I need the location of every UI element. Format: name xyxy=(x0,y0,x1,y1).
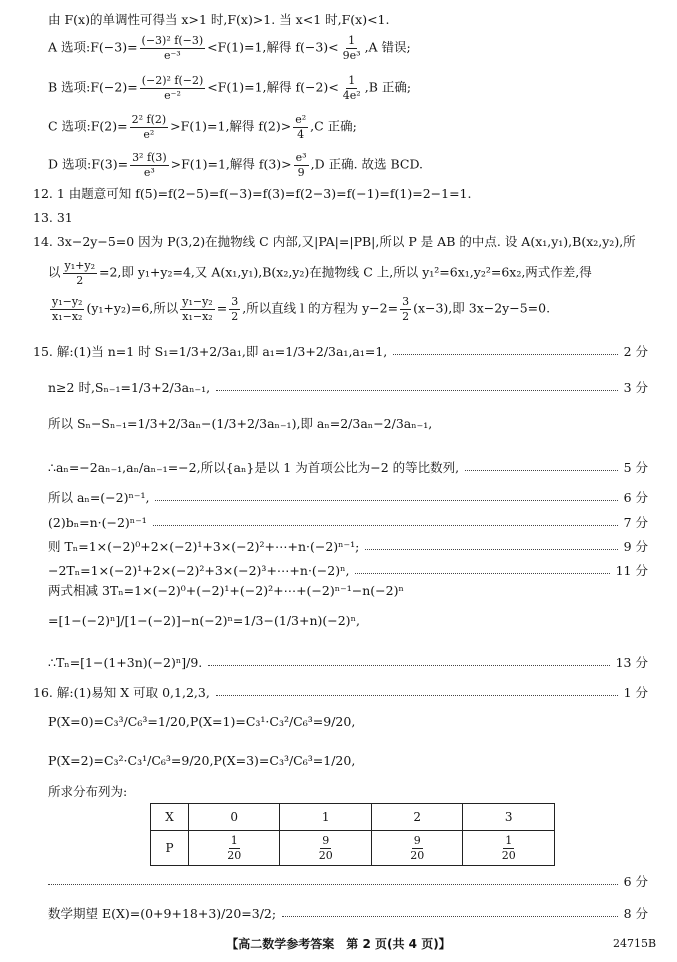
table-cell: $\frac{9}{20}$ xyxy=(371,831,463,866)
table-cell: 2 xyxy=(371,804,463,831)
q15-line-9: 两式相减 3Tₙ=1×(−2)⁰+(−2)¹+(−2)²+⋯+(−2)ⁿ⁻¹−n(−2)ⁿ xyxy=(48,583,404,598)
option-d-line: D 选项:F(3)= $\frac{\text{3² f(3)}}{\text{e³}}$ >F(1)=1,解得 f(3)> $\frac{\text{e³}}{9}$ ,D 正确. 故选 BCD. xyxy=(48,151,424,179)
q14-line-3: $\frac{\text{y₁−y₂}}{\text{x₁−x₂}}$ (y₁+y₂)=6,所以 $\frac{\text{y₁−y₂}}{\text{x₁−x₂}}$ = $\frac{3}{2}$ ,所以直线 l 的方程为 y−2= $\frac{3}{2}$ (x−3),即 3x−2y−5=0. xyxy=(52,295,551,323)
q16-line-1: 16. 解:(1)易知 X 可取 0,1,2,3, 1 分 xyxy=(33,685,648,700)
q15-line-4: ∴aₙ=−2aₙ₋₁,aₙ/aₙ₋₁=−2,所以{aₙ}是以 1 为首项公比为−2 的等比数列, 5 分 xyxy=(48,460,648,475)
q15-line-7: 则 Tₙ=1×(−2)⁰+2×(−2)¹+3×(−2)²+⋯+n·(−2)ⁿ⁻¹; 9 分 xyxy=(48,539,648,554)
table-header-row xyxy=(151,804,555,831)
q14-line-1: 14. 3x−2y−5=0 因为 P(3,2)在抛物线 C 内部,又|PA|=|PB|,所以 P 是 AB 的中点. 设 A(x₁,y₁),B(x₂,y₂),所 xyxy=(33,234,636,249)
table-row xyxy=(151,831,555,866)
page-footer: 【高二数学参考答案 第 2 页(共 4 页)】 xyxy=(226,937,451,951)
table-cell: X xyxy=(151,804,189,831)
q16-line-2: P(X=0)=C₃³/C₆³=1/20,P(X=1)=C₃¹·C₃²/C₆³=9/20, xyxy=(48,714,356,729)
q15-line-11: ∴Tₙ=[1−(1+3n)(−2)ⁿ]/9. 13 分 xyxy=(48,654,648,670)
q16-line-3: P(X=2)=C₃²·C₃¹/C₆³=9/20,P(X=3)=C₃³/C₆³=1/20, xyxy=(48,753,356,768)
q16-line-5: 6 分 xyxy=(48,872,648,890)
q15-line-3: 所以 Sₙ−Sₙ₋₁=1/3+2/3aₙ−(1/3+2/3aₙ₋₁),即 aₙ=2/3aₙ−2/3aₙ₋₁, xyxy=(48,416,433,431)
q16-line-4: 所求分布列为: xyxy=(48,784,128,799)
table-cell: $\frac{1}{20}$ xyxy=(188,831,280,866)
option-a-frac: $\frac{\text{(−3)² f(−3)}}{\text{e⁻³}}$ xyxy=(141,34,204,62)
table-cell: 1 xyxy=(280,804,372,831)
table-cell: 3 xyxy=(463,804,555,831)
option-a-line: A 选项:F(−3)= $\frac{\text{(−3)² f(−3)}}{\text{e⁻³}}$ <F(1)=1,解得 f(−3)< $\frac{1}{\text{9e³}}$ ,A 错误; xyxy=(48,34,411,62)
q15-line-10: =[1−(−2)ⁿ]/[1−(−2)]−n(−2)ⁿ=1/3−(1/3+n)(−2)ⁿ, xyxy=(48,613,360,628)
q14-line-2: 以 $\frac{\text{y₁+y₂}}{2}$ =2,即 y₁+y₂=4,又 A(x₁,y₁),B(x₂,y₂)在抛物线 C 上,所以 y₁²=6x₁,y₂²=6x₂,两式作差,得 xyxy=(48,259,592,287)
q15-line-8: −2Tₙ=1×(−2)¹+2×(−2)²+3×(−2)³+⋯+n·(−2)ⁿ, 11 分 xyxy=(48,562,648,578)
q15-line-5: 所以 aₙ=(−2)ⁿ⁻¹, 6 分 xyxy=(48,490,648,505)
doc-code: 24715B xyxy=(613,937,657,950)
table-cell: $\frac{9}{20}$ xyxy=(280,831,372,866)
q15-line-6: (2)bₙ=n·(−2)ⁿ⁻¹ 7 分 xyxy=(48,514,648,530)
distribution-table xyxy=(150,803,555,866)
q16-line-6: 数学期望 E(X)=(0+9+18+3)/20=3/2; 8 分 xyxy=(48,906,648,921)
option-b-line: B 选项:F(−2)= $\frac{\text{(−2)² f(−2)}}{\text{e⁻²}}$ <F(1)=1,解得 f(−2)< $\frac{1}{\text{4e²}}$ ,B 正确; xyxy=(48,74,412,102)
table-cell: P xyxy=(151,831,189,866)
q13-line: 13. 31 xyxy=(33,210,73,225)
intro-line: 由 F(x)的单调性可得当 x>1 时,F(x)>1. 当 x<1 时,F(x)<1. xyxy=(48,12,390,27)
q15-line-1: 15. 解:(1)当 n=1 时 S₁=1/3+2/3a₁,即 a₁=1/3+2/3a₁,a₁=1, 2 分 xyxy=(33,344,648,359)
table-cell: $\frac{1}{20}$ xyxy=(463,831,555,866)
q15-line-2: n≥2 时,Sₙ₋₁=1/3+2/3aₙ₋₁, 3 分 xyxy=(48,380,648,395)
q12-line: 12. 1 由题意可知 f(5)=f(2−5)=f(−3)=f(3)=f(2−3)=f(−1)=f(1)=2−1=1. xyxy=(33,186,472,201)
option-c-line: C 选项:F(2)= $\frac{\text{2² f(2)}}{\text{e²}}$ >F(1)=1,解得 f(2)> $\frac{\text{e²}}{4}$ ,C 正确; xyxy=(48,113,357,141)
table-cell: 0 xyxy=(188,804,280,831)
